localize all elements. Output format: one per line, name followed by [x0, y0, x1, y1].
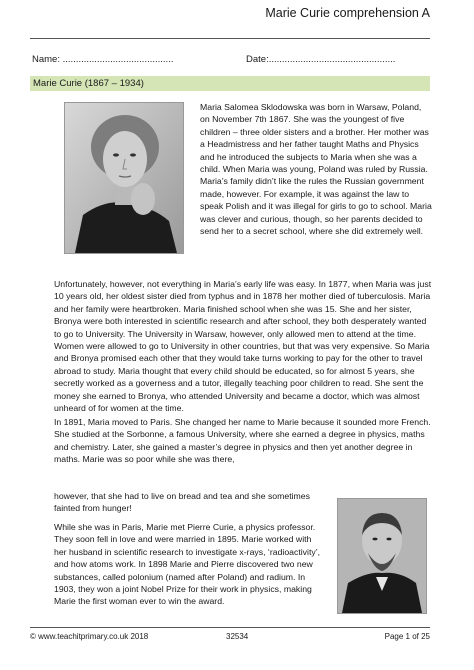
paragraph-text: Maria Salomea Sklodowska was born in Warsaw, Poland, on November 7th 1867. She was the youngest of five children – three older sisters and a brother. Her mother was a Headmistress and her father taught Maths and Physics and he introduced the subjects to Maria when she was a child. When Maria was young, Poland was ruled by Russia. Maria’s family didn’t like the rules the Russian government made, however. For example, it was against the law to speak Polish and it was illegal for girls to go to school. Maria was clever and curious, though, so her parents decided to send her to a secret school, where she did extremely well. — [200, 102, 432, 237]
header-rule — [30, 38, 430, 39]
page-title: Marie Curie comprehension A — [265, 6, 430, 20]
footer-page-number: Page 1 of 25 — [384, 632, 430, 641]
paragraph-text: Unfortunately, however, not everything in Maria’s early life was easy. In 1877, when Maria was just 10 years old, her oldest sister died from typhus and in 1878 her mother died of tuberculosis. Maria and her family were heartbroken. Maria finished school when she was 15. She and her sister, Bronya were both interested in scientific research and after school, they both desperately wanted to go to University. The University in Warsaw, however, only allowed men to attend at the time. Women were allowed to go to University in other countries, but that was very expensive. So Maria and Bronya promised each other that they would take turns working to pay for the other to travel abroad to study. Maria thought that every child should be educated, so for almost 5 years, she secretly worked as a governess and a tutor, illegally teaching poor children to read. She sent the money she earned to Bronya, who attended University and became a doctor, which was almost unheard of for women at the time. — [54, 279, 432, 414]
footer-resource-id: 32534 — [226, 632, 249, 641]
paragraph-birth — [200, 101, 432, 237]
date-field: Date:................................................ — [246, 54, 396, 65]
paragraph-text: however, that she had to live on bread and tea and she sometimes fainted from hunger! — [54, 491, 310, 514]
paragraph-paris-continued — [54, 490, 324, 515]
paragraph-text: In 1891, Maria moved to Paris. She changed her name to Marie because it sounded more French. She studied at the Sorbonne, a famous University, where she earned a degree in physics, maths and chemistry. Later, she gained a master’s degree in physics and then yet another degree in maths. Marie was so poor while she was there, — [54, 417, 431, 465]
paragraph-text: While she was in Paris, Marie met Pierre Curie, a physics professor. They soon fell in love and were married in 1895. Marie worked with her husband in scientific research to investigate x-rays, ‘radioactivity’, and how atoms work. In 1898 Marie and Pierre discovered two new substances, called polonium (named after Poland) and radium. In 1903, they won a joint Nobel Prize for their work in physics, making Marie the first woman ever to win the award. — [54, 522, 321, 607]
pierre-curie-portrait-icon — [337, 498, 427, 614]
paragraph-pierre — [54, 521, 326, 608]
paragraph-paris — [54, 416, 434, 466]
marie-curie-portrait-icon — [64, 102, 184, 254]
section-heading: Marie Curie (1867 – 1934) — [30, 76, 430, 91]
footer-copyright: © www.teachitprimary.co.uk 2018 — [30, 632, 149, 641]
paragraph-early-life — [54, 278, 434, 414]
name-field: Name: .......................................... — [32, 54, 174, 65]
footer-rule — [30, 627, 430, 628]
